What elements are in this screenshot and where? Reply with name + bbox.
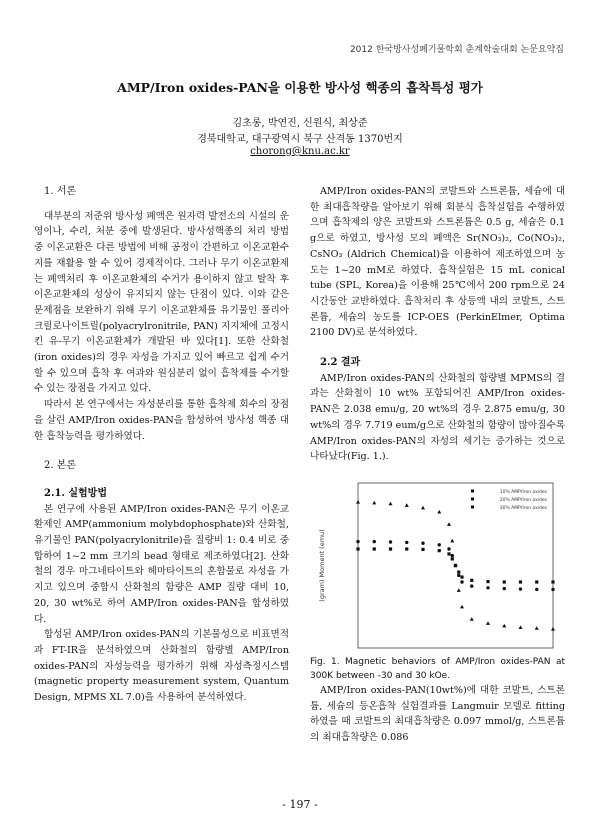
result-paragraph-2: AMP/Iron oxides-PAN(10wt%)에 대한 코발트, 스트론튬, 세슘의 등온흡착 실험결과를 Langmuir 모델로 fitting 하였을 때 코발트의 최대흡착량은 0.097 mmol/g, 스트론튬의 최대흡착량은 0.086 [310, 684, 565, 744]
data-point [451, 554, 454, 557]
data-point [405, 503, 409, 507]
legend-entry: 30% AMP/Iron oxides [499, 505, 547, 511]
data-point [519, 587, 522, 590]
page-number: - 197 - [282, 798, 318, 811]
chart-svg [310, 475, 565, 655]
data-point [389, 540, 392, 543]
data-point [356, 500, 360, 504]
method-paragraph-3: AMP/Iron oxides-PAN의 코발트와 스트론튬, 세슘에 대한 최대흡착량을 알아보기 위해 회분식 흡착실험을 수행하였으며 흡착제의 양은 코발트와 스트론튬은 0.5 g, 세슘은 0.1 g으로 하였고, 방사성 모의 폐액은 Sr(NO₃)₂, Co(NO₃)₂, CsNO₃ (Aldrich Chemical)을 이용하여 제조하였으며 농도는 1~20 mM로 하였다. 흡착실험은 15 mL conical tube (SPL, Korea)을 이용해 25℃에서 200 rpm으로 24시간동안 교반하였다. 흡착처리 후 상등액 내의 코발트, 스트론튬, 세슘의 농도를 ICP-OES (PerkinElmer, Optima 2100 DV)로 분석하였다. [310, 186, 565, 339]
section-heading-body: 2. 본론 [44, 460, 77, 472]
data-point [486, 586, 489, 589]
data-point [502, 624, 506, 628]
data-point [535, 588, 538, 591]
data-point [460, 605, 464, 609]
data-point [460, 575, 463, 578]
affiliation: 경북대학교, 대구광역시 북구 산격동 1370번지 [197, 134, 403, 145]
data-point [551, 580, 554, 583]
data-point [470, 579, 473, 582]
magnetization-chart [310, 475, 565, 655]
legend-entry: 20% AMP/Iron oxides [499, 497, 547, 503]
data-point [457, 574, 460, 577]
intro-paragraph-2: 따라서 본 연구에서는 자성분리를 통한 흡착제 회수의 장점을 살린 AMP/Iron oxides-PAN을 합성하여 방사성 핵종 대한 흡착능력을 평가하였다. [34, 399, 289, 442]
data-point [373, 540, 376, 543]
data-point [470, 617, 474, 621]
data-point [373, 547, 376, 550]
data-point [457, 570, 460, 573]
data-point [447, 547, 450, 550]
running-header: 2012 한국방사성폐기물학회 춘계학술대회 논문요약집 [349, 45, 564, 55]
subsection-heading-results: 2.2 결과 [320, 357, 361, 369]
data-point [405, 547, 408, 550]
data-point [372, 501, 376, 505]
result-paragraph-1: AMP/Iron oxides-PAN의 산화철의 함량별 MPMS의 결과는 산화철이 10 wt% 포함되어진 AMP/Iron oxides-PAN은 2.038 emu/g, 20 wt%의 경우 2.875 emu/g, 30 wt%의 경우 7.719 eum/g으로 산화철의 함량이 많아질수록 AMP/Iron oxides-PAN의 자성의 세기는 증가하는 것으로 나타났다(Fig. 1.). [310, 372, 565, 463]
data-point [438, 549, 441, 552]
figure-caption: Fig. 1. Magnetic behaviors of AMP/Iron oxides-PAN at 300K between -30 and 30 kOe. [310, 656, 565, 681]
right-column [310, 184, 565, 746]
data-point [460, 580, 463, 583]
data-point [447, 552, 450, 555]
paper-title: AMP/Iron oxides-PAN을 이용한 방사성 핵종의 흡착특성 평가 [117, 80, 483, 95]
authors: 김초롱, 박연진, 신원식, 최상준 [232, 118, 368, 129]
data-point [421, 506, 425, 510]
left-column [34, 184, 289, 706]
data-point [356, 547, 359, 550]
data-point [551, 588, 554, 591]
data-point [470, 584, 473, 587]
data-point [437, 510, 441, 514]
data-point [503, 587, 506, 590]
legend-marker [471, 489, 474, 492]
intro-paragraph-1: 대부분의 저준위 방사성 폐액은 원자력 발전소의 시설의 운영이나, 수리, 처분 중에 발생된다. 방사성핵종의 처리 방법 중 이온교환은 다른 방법에 비해 공정이 간편하고 이온교환수지를 재활용 할 수 있어 경제적이다. 그러나 무기 이온교환제는 폐액처리 후 이온교환체의 수거가 용이하지 않고 탈착 후 이온교환체의 성상이 유지되지 않는 단점이 있다. 이와 같은 문제점을 보완하기 위해 무기 이온교환체를 유기물인 폴리아크릴로나이트릴(polyacrylronitrile, PAN) 지지체에 고정시킨 유-무기 이온교환체가 개발된 바 있다[1]. 또한 산화철(iron oxides)의 경우 자성을 가지고 있어 빠르고 쉽게 수거할 수 있으며 흡착 후 여과와 원심분리 없이 흡착제를 수거할 수 있는 장점을 가지고 있다. [34, 210, 289, 395]
data-point [389, 547, 392, 550]
legend-marker [471, 505, 474, 508]
subsection-heading-methods: 2.1. 실험방법 [44, 487, 108, 499]
legend-entry: 10% AMP/Iron oxides [499, 489, 547, 495]
method-paragraph-1: 본 연구에 사용된 AMP/Iron oxides-PAN은 무기 이온교환제인 AMP(ammonium molybdophosphate)와 산화철, 유기물인 PAN(polyacrylonitrile)을 질량비 1: 0.4 비로 중합하여 1~2 mm 크기의 bead 형태로 제조하였다[2]. 산화철의 경우 마그네타이트와 헤마타이트의 혼합물로 자성을 가지고 있으며 중합시 산화철의 함량은 AMP 질량 대비 10, 20, 30 wt%로 하여 AMP/Iron oxides-PAN을 합성하였다. [34, 503, 289, 625]
method-paragraph-2: 합성된 AMP/Iron oxides-PAN의 기본물성으로 비표면적과 FT-IR을 분석하였으며 산화철의 함량별 AMP/Iron oxides-PAN의 자성능력을 평가하기 위해 자성측정시스템(magnetic property measurement system, Quantum Design, MPMS XL 7.0)을 사용하여 분석하였다. [34, 629, 289, 704]
data-point [486, 621, 490, 625]
data-point [551, 627, 555, 631]
email[interactable] [0, 146, 600, 157]
data-point [421, 541, 424, 544]
data-point [519, 625, 523, 629]
data-point [519, 580, 522, 583]
data-point [451, 557, 454, 560]
data-point [450, 539, 454, 543]
data-point [356, 540, 359, 543]
data-point [535, 626, 539, 630]
data-point [438, 543, 441, 546]
legend-marker [471, 497, 474, 500]
data-point [457, 588, 461, 592]
data-point [503, 580, 506, 583]
data-point [389, 502, 393, 506]
data-point [535, 580, 538, 583]
data-point [486, 580, 489, 583]
data-point [447, 522, 451, 526]
y-axis-label: (gram) Moment (emu) [318, 529, 326, 602]
data-point [421, 548, 424, 551]
data-point [405, 541, 408, 544]
email-link[interactable]: chorong@knu.ac.kr [250, 146, 350, 157]
section-heading-intro: 1. 서론 [44, 186, 77, 197]
